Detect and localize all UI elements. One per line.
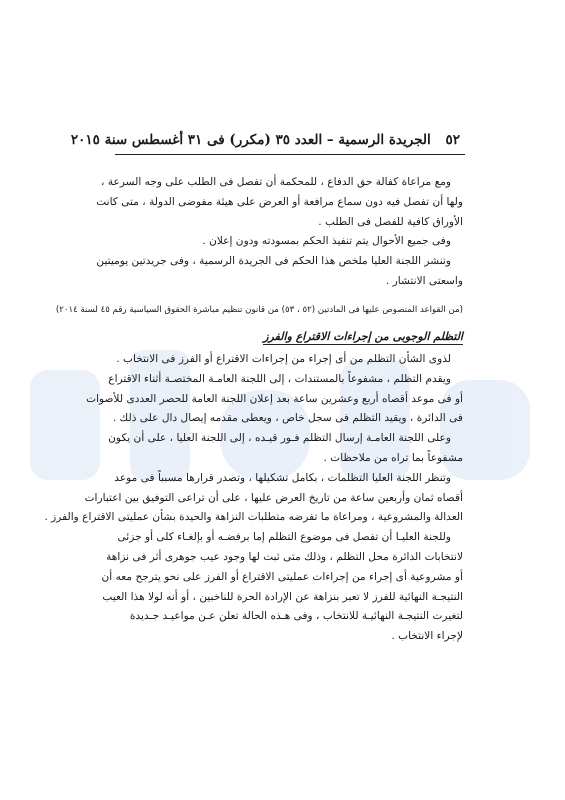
text-line: لانتخابات الدائرة محل التظلم ، وذلك متى ثبت لها وجود عيب جوهرى أثر فى نزاهة (106, 550, 463, 563)
text-line: وتنشر اللجنة العليا ملخص هذا الحكم فى الجريدة الرسمية ، وفى جريدتين يوميتين (96, 255, 451, 268)
text-line: وتنظر اللجنة العليا التظلمات ، بكامل تشكيلها ، وتصدر قرارها مسبباً فى موعد (114, 471, 451, 484)
text-line: الأوراق كافية للفصل فى الطلب . (318, 215, 463, 228)
text-line: وللجنة العليـا أن تفصل فى موضوع التظلم إما برفضـه أو بإلغـاء كلى أو جزئى (117, 531, 451, 544)
text-line: وعلى اللجنة العامـة إرسال التظلم فـور قيـده ، إلى اللجنة العليا ، على أن يكون (108, 432, 451, 445)
text-line: فى الدائرة ، ويقيد التظلم فى سجل خاص ، ويعطى مقدمه إيصال دال على ذلك . (112, 412, 463, 425)
text-line: العدالة والمشروعية ، ومراعاة ما تفرضه متطلبات النزاهة والحيدة بشأن عمليتى الاقتراع والفرز . (44, 511, 463, 524)
text-line: لتغيرت النتيجـة النهائيـة للانتخاب ، وفى هـذه الحالة تعلن عـن مواعيـد جـديدة (129, 610, 463, 623)
gazette-title: الجريدة الرسمية – العدد ٣٥ (مكرر) فى ٣١ أغسطس سنة ٢٠١٥ (70, 132, 431, 148)
text-line: ويقدم التظلم ، مشفوعاً بالمستندات ، إلى اللجنة العامـة المختصـة أثناء الاقتراع (108, 372, 451, 385)
page-header (70, 132, 460, 148)
text-line: أو مشروعية أى إجراء من إجراءات عمليتى الاقتراع أو الفرز على نحو يترجح معه أن (101, 570, 463, 583)
text-line: لإجراء الانتخاب . (391, 630, 463, 643)
text-line: وفى جميع الأحوال يتم تنفيذ الحكم بمسودته ودون إعلان . (202, 235, 451, 248)
lower-paragraphs (44, 350, 463, 647)
upper-paragraphs (96, 173, 463, 292)
text-line: أقصاه ثمان وأربعين ساعة من تاريخ العرض عليها ، على أن تراعى التوفيق بين اعتبارات (84, 491, 463, 504)
text-line: ولها أن تفصل فيه دون سماع مرافعة أو العرض على هيئة مفوضى الدولة ، متى كانت (96, 195, 463, 208)
page-number: ٥٢ (445, 132, 460, 148)
text-line: واسعتى الانتشار . (385, 274, 463, 287)
text-line: مشفوعاً بما تراه من ملاحظات . (323, 451, 463, 464)
text-line: النتيجـة النهائية للفرز لا تعبر بنزاهة عن الإرادة الحرة للناخبين ، أو أنه لولا هذا العيب (102, 590, 463, 603)
header-rule (115, 154, 465, 155)
text-line: ومع مراعاة كفالة حق الدفاع ، للمحكمة أن تفصل فى الطلب على وجه السرعة ، (101, 176, 451, 188)
text-line: أو فى موعد أقصاه أربع وعشرين ساعة بعد إعلان اللجنة العامة للحصر العددى للأصوات (86, 392, 463, 405)
text-line: لذوى الشأن التظلم من أى إجراء من إجراءات الاقتراع أو الفرز فى الانتخاب . (116, 353, 451, 365)
section-heading: التظلم الوجوبى من إجراءات الاقتراع والفرز (263, 330, 463, 343)
source-note: (من القواعد المنصوص عليها فى المادتين (٥٢ ، ٥٣) من قانون تنظيم مباشرة الحقوق السياسية رقم ٤٥ لسنة ٢٠١٤) (55, 305, 463, 315)
